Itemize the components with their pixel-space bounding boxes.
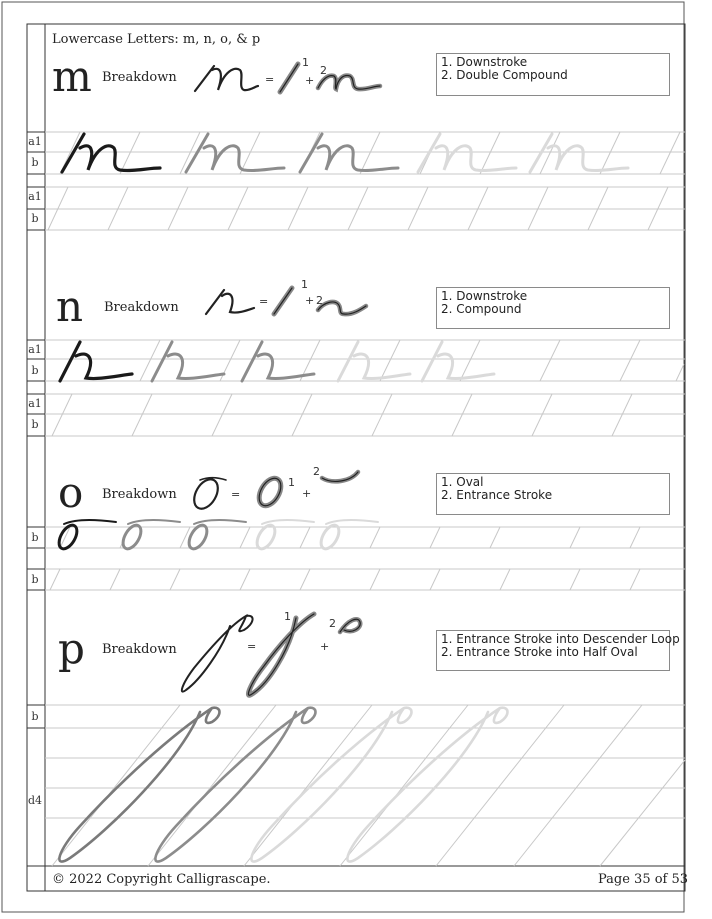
o-breakdown-strokes (189, 472, 358, 513)
p-practice-letters (59, 708, 507, 862)
page-title: Lowercase Letters: m, n, o, & p (52, 32, 261, 47)
o-equals: = (231, 488, 241, 501)
o-step1-num: 1 (288, 476, 295, 489)
inner-frame (27, 24, 685, 891)
p-equals: = (247, 640, 257, 653)
letter-p-heading: p (58, 624, 85, 673)
n-equals: = (259, 295, 269, 308)
letter-n-heading: n (56, 282, 84, 331)
p-steps-box (436, 630, 680, 671)
m-step-2: 2. Double Compound (441, 67, 568, 82)
n-step1-num: 1 (301, 278, 308, 291)
guide-label-b: b (31, 710, 39, 723)
p-plus: + (320, 640, 330, 653)
n-breakdown-strokes (206, 288, 366, 314)
guide-label-a1: a1 (28, 190, 42, 203)
guide-label-b: b (31, 573, 39, 586)
p-step2-num: 2 (329, 617, 336, 630)
n-breakdown-label: Breakdown (104, 300, 179, 315)
letter-m-heading: m (52, 52, 92, 101)
guide-label-d4: d4 (27, 794, 43, 807)
n-practice-letters (60, 342, 494, 381)
p-step-1: 1. Entrance Stroke into Descender Loop (441, 632, 680, 646)
p-step-2: 2. Entrance Stroke into Half Oval (441, 644, 638, 659)
o-plus: + (302, 487, 312, 500)
m-breakdown-strokes (195, 64, 380, 92)
guide-label-b: b (31, 418, 39, 431)
o-steps-box (436, 473, 670, 515)
n-plus: + (305, 294, 315, 307)
copyright-text: © 2022 Copyright Calligrascape. (52, 872, 271, 887)
m-plus: + (305, 74, 315, 87)
guide-label-a1: a1 (28, 343, 42, 356)
page-number: Page 35 of 53 (598, 872, 689, 887)
guide-label-b: b (31, 531, 39, 544)
n-step2-num: 2 (316, 294, 323, 307)
letter-o-heading: o (58, 468, 84, 517)
p-step1-num: 1 (284, 610, 291, 623)
m-step-1: 1. Downstroke (441, 55, 528, 69)
outer-frame (2, 2, 684, 912)
o-practice-letters (55, 520, 378, 552)
m-practice-letters (62, 134, 628, 172)
m-step2-num: 2 (320, 64, 327, 77)
m-equals: = (265, 73, 275, 86)
guide-label-a1: a1 (28, 135, 42, 148)
guide-label-a1: a1 (28, 397, 42, 410)
p-breakdown-label: Breakdown (102, 642, 177, 657)
o-step-2: 2. Entrance Stroke (441, 487, 553, 502)
m-step1-num: 1 (302, 56, 309, 69)
m-breakdown-label: Breakdown (102, 70, 177, 85)
o-step-1: 1. Oval (441, 475, 484, 489)
o-breakdown-label: Breakdown (102, 487, 177, 502)
guide-label-b: b (31, 364, 39, 377)
m-steps-box (436, 53, 670, 96)
n-step-2: 2. Compound (441, 301, 522, 316)
n-step-1: 1. Downstroke (441, 289, 528, 303)
guide-label-b: b (31, 156, 39, 169)
n-steps-box (436, 287, 670, 329)
guide-label-b: b (31, 212, 39, 225)
o-step2-num: 2 (313, 465, 320, 478)
